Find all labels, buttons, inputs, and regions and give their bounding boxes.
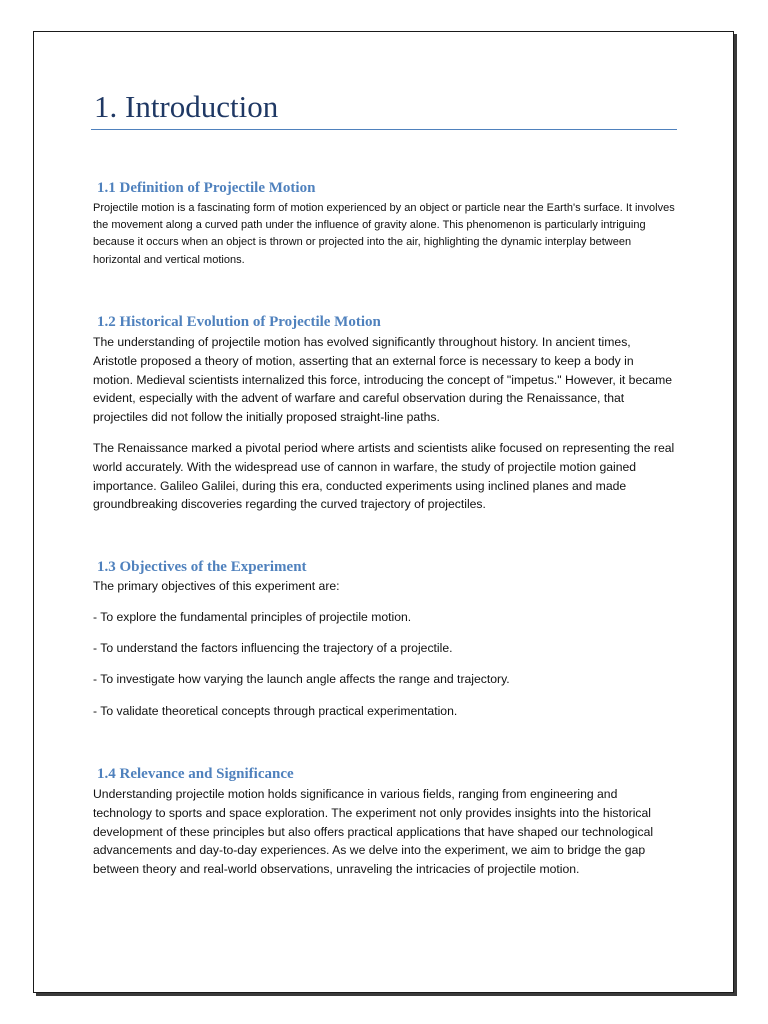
section-heading-objectives: 1.3 Objectives of the Experiment (97, 559, 307, 575)
relevance-paragraph: Understanding projectile motion holds significance in various fields, ranging from engineering and technology to sports and space exploration. The experiment not only provides insights into the historical development of these principles but also offers practical applications that have shaped our technological advancements and day-to-day experiences. As we delve into the experiment, we aim to bridge the gap between theory and real-world observations, unraveling the intricacies of projectile motion. (93, 787, 654, 877)
title-underline (91, 129, 677, 130)
definition-paragraph: Projectile motion is a fascinating form of motion experienced by an object or particle near the Earth's surface. It involves the movement along a curved path under the influence of gravity alone. This phenomenon is particularly intriguing because it occurs when an object is thrown or projected into the air, highlighting the dynamic interplay between horizontal and vertical motions. (93, 202, 675, 266)
history-paragraph-1: The understanding of projectile motion has evolved significantly throughout history. In ancient times, Aristotle proposed a theory of motion, asserting that an external force is necessary to keep a body in motion. Medieval scientists internalized this force, introducing the concept of "impetus." However, it became evident, especially with the advent of warfare and careful observation during the Renaissance, that projectiles did not follow the initially proposed straight-line paths. (93, 335, 673, 425)
objective-item: - To investigate how varying the launch angle affects the range and trajectory. (93, 672, 510, 686)
objective-item: - To validate theoretical concepts through practical experimentation. (93, 704, 458, 718)
section-heading-definition: 1.1 Definition of Projectile Motion (97, 180, 316, 196)
section-heading-history: 1.2 Historical Evolution of Projectile Motion (97, 314, 381, 330)
document-page (33, 31, 734, 993)
objectives-intro: The primary objectives of this experiment are: (93, 579, 340, 593)
objective-item: - To explore the fundamental principles of projectile motion. (93, 610, 412, 624)
objective-item: - To understand the factors influencing the trajectory of a projectile. (93, 641, 453, 655)
section-heading-relevance: 1.4 Relevance and Significance (97, 766, 294, 782)
page-title: 1. Introduction (94, 89, 279, 124)
history-paragraph-2: The Renaissance marked a pivotal period where artists and scientists alike focused on representing the real world accurately. With the widespread use of cannon in warfare, the study of projectile motion gained importance. Galileo Galilei, during this era, conducted experiments using inclined planes and made groundbreaking discoveries regarding the curved trajectory of projectiles. (93, 441, 675, 512)
